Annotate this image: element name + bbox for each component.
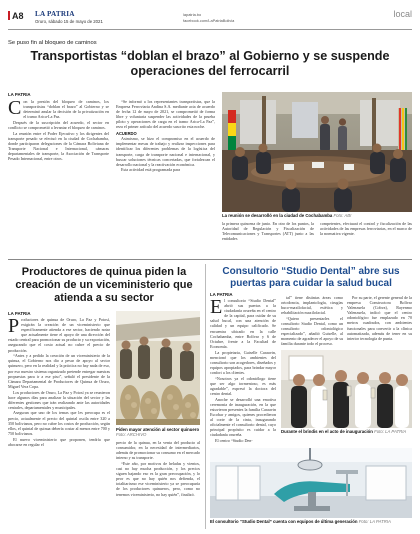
story3-photo-2 [210,448,412,518]
story2-photo-credit: Foto: ARCHIVO [116,432,147,437]
section-marker-icon [8,11,10,20]
quinoa-photo [116,311,200,425]
story3-headline: Consultorio “Studio Dental” abre sus puertas para cuidar la salud bucal [222,266,400,289]
story2-photo-caption: Piden mayor atención al sector quinuero Foto: ARCHIVO [116,427,200,437]
story2-photo [116,311,200,425]
story2-headline: Productores de quinua piden la creación de un viceministerio que atienda a su sector [15,266,193,304]
story2-byline: LA PATRIA [8,311,31,316]
story1-headline: Transportistas “doblan el brazo” al Gobierno y se suspende operaciones del ferrocarril [30,49,390,78]
story1-photo [222,92,412,212]
story1-dropcap: C [8,99,22,119]
page-header [8,9,412,27]
story2-column-1: P roductores de quinua de Oruro, La Paz y Potosí, exigirán la creación de un viceministerio que específicamente atienda a ese sector, haciendo notar que actualmente tiene el apoyo de una dirección del estado central para promocionar su producto y su exportación, asegurando que el costo actual no cubre el precio de producción. “Antes y a pedido la creación de un viceministerio de la quinua, el Gobierno nos dio a pesar de apoyo al sector quinuero, pero en la realidad y la práctica no hay nada de eso, por eso nuestro sistema organizado pretende entregar nuestras propuestas para ir a ese piso”, señaló el presidente de la Cámara Departamental de Productores de Quinua de Oruro, Miguel Vera Copa. Los productores de Oruro, La Paz y Potosí ya se reunieron hace algunos días para analizar la situación del sector y las diferentes gestiones que irán realizando ante las autoridades centrales, departamentales y municipales. Aseguran que uno de los temas que les preocupa es el precio, actualmente el precio del quintal oscila entre 320 a 350 bolivianos, pero no cubre los costos de producción, según ellos, el quintal de quinua debería costar al menos entre 700 y 750 bolivianos. El nuevo viceministerio que proponen, tendría que abocarse en regular el [8,317,110,447]
inauguration-photo [281,350,412,428]
story2-dropcap: P [8,317,20,337]
story2-column-2: precio de la quinua, en la venta del producto al consumidor, en la necesidad de intermediarios, además de promocionar su consumo en el mercado interno y su transporte. “Este año, por motivos de heladas y vientos, casi no hay mucha producción, y los precios siguen bajando eso es la gran preocupación, y lo peor es que no hay quién nos defienda, el totalitarismo ese viceministerio ya se preocuparía de los productores quinueros, pero, como no tenemos viceministerio, no hay quién”, finalizó. [116,440,200,497]
header-divider [8,29,412,30]
story3-photo-1-credit: Foto: LA PATRIA [374,429,407,434]
story1-kicker: Se puso fin al bloqueo de caminos [8,40,97,46]
story1-below-left: la primera quincena de junio. En otro de los puntos, la Autoridad de Regulación y Fiscalización de Telecomunicaciones y Transportes (ATT) junto a las entidades [222,221,314,242]
website[interactable]: lapatria.bo [183,12,202,17]
story1-column-1: C on la presión del bloqueo de caminos, los transportistas “doblan el brazo” al Gobierno y se determinó anular la decisión de la privatización en el tramo Arica-La Paz. Después de la suscripción del acuerdo, el sector en conflicto se comprometió a levantar el bloqueo de caminos. La reunión entre el Poder Ejecutivo y los dirigentes del transporte pesado se efectuó en la ciudad de Cochabamba, donde participaron delegaciones de la Cámara Boliviana de Transporte Nacional e Internacional, cámaras departamentales de transporte, la Asociación de Transporte Pesado Internacional, entre otros. [8,99,109,162]
story3-column-1: E l consultorio “Studio Dental” abrió sus puertas a la ciudadanía orureña en el centro de la capital, para cuidar de su salud bucal, con una atención de calidad y un equipo calificado. Se encuentra ubicado en la calle Cochabamba, entre Bolívar y 6 de Octubre, frente a la Facultad de Economía. La propietaria, Guiselle Caraavin, mencionó que los ambientes del consultorio son acogedores, diseñados y equipos apropiados, para brindar mayor confort a los clientes. “Nosotros ya el odontólogo tiene que ser algo tormentoso, es más agradable”, expresó la doctora del centro dental. Anoche se desarrolló una emotiva ceremonia de inauguración, en la que estuvieron presentes la familia Caraavin Escobar y amigos, quienes procedieron al corte de la cinta, inaugurando oficialmente el consultorio dental, cuyo principal propósito es cuidar a la ciudadanía orureña. El centro “Studio Den- [210,298,276,443]
story1-subhead: ACUERDO [116,130,137,136]
meeting-photo [222,92,412,212]
section-name: local [393,9,412,19]
dateline: Oruro, sábado 15 de mayo de 2021 [35,19,103,24]
section-divider [8,259,412,260]
story1-byline: LA PATRIA [8,92,31,97]
story3-column-2: tal” tiene distintas áreas como ortodoncia, implantología, cirugías buco-maxilofacial, estética y rehabilitación maxilofacial. “Quiero presentarles el consultorio Studio Dental, como un consultorio odontológico especializado”, añadió Guiselle, al momento de agradecer el apoyo de su familia durante todo el proceso. [281,295,343,347]
story3-column-3: Por su parte, el gerente general de la empresa Constructora Bolívar Valenzuela (Cobva), Rayenmo Valenzuela, indicó que el centro odontológico fue emplazado en 70 metros cuadrados, con ambientes funcionales para convertir a la clínica automatizada, además de tener en su interior tecnología de punta. [347,295,412,341]
page-number: A8 [8,11,24,21]
story1-photo-credit: Foto: ABI [333,213,352,218]
story1-photo-caption: La reunión se desarrolló en la ciudad de Cochabamba Foto: ABI [222,213,352,218]
story3-byline: LA PATRIA [210,292,233,297]
story3-photo-1-caption: Durante el brindis en el acto de inauguración Foto: LA PATRIA [281,429,407,434]
story3-photo-1 [281,350,412,428]
story3-photo-2-caption: El consultorio “Studio Dental” cuenta con equipos de última generación Foto: LA PATRIA [210,519,391,524]
story1-column-2: “Se informó a los representantes transportistas, que la Empresa Ferroviaria Andina S.A. mediante acta de acuerdo de fecha 12 de mayo de 2021, se comprometió de forma libre y voluntaria suspender las actividades de la prueba piloto y operaciones de carga en el tramo Arica-La Paz”, reza el primer artículo del acuerdo suscrito esta noche. ACUERDO Asimismo, se hizo el compromiso en el acuerdo de implementar mesas de trabajo y realizar inspecciones para identificar los diferentes problemas de la logística del transporte, carga de transporte nacional e internacional, y buscar soluciones técnicas concertadas, que fortalezcan el desarrollo nacional y la reactivación económica. Esta actividad está programada para [116,99,215,173]
story3-photo-2-credit: Foto: LA PATRIA [358,519,391,524]
dental-office-photo [210,448,412,518]
story3-dropcap: E [210,298,223,318]
story1-below-right: competentes, efectuará el control y fiscalización de las actividades de las empresas ferroviarias, en el marco de la normativa vigente. [320,221,412,237]
column-divider [205,264,206,529]
facebook-link[interactable]: facebook.com/LaPatriaBolivia [183,18,235,23]
masthead-logo: LA PATRIA [35,10,75,18]
